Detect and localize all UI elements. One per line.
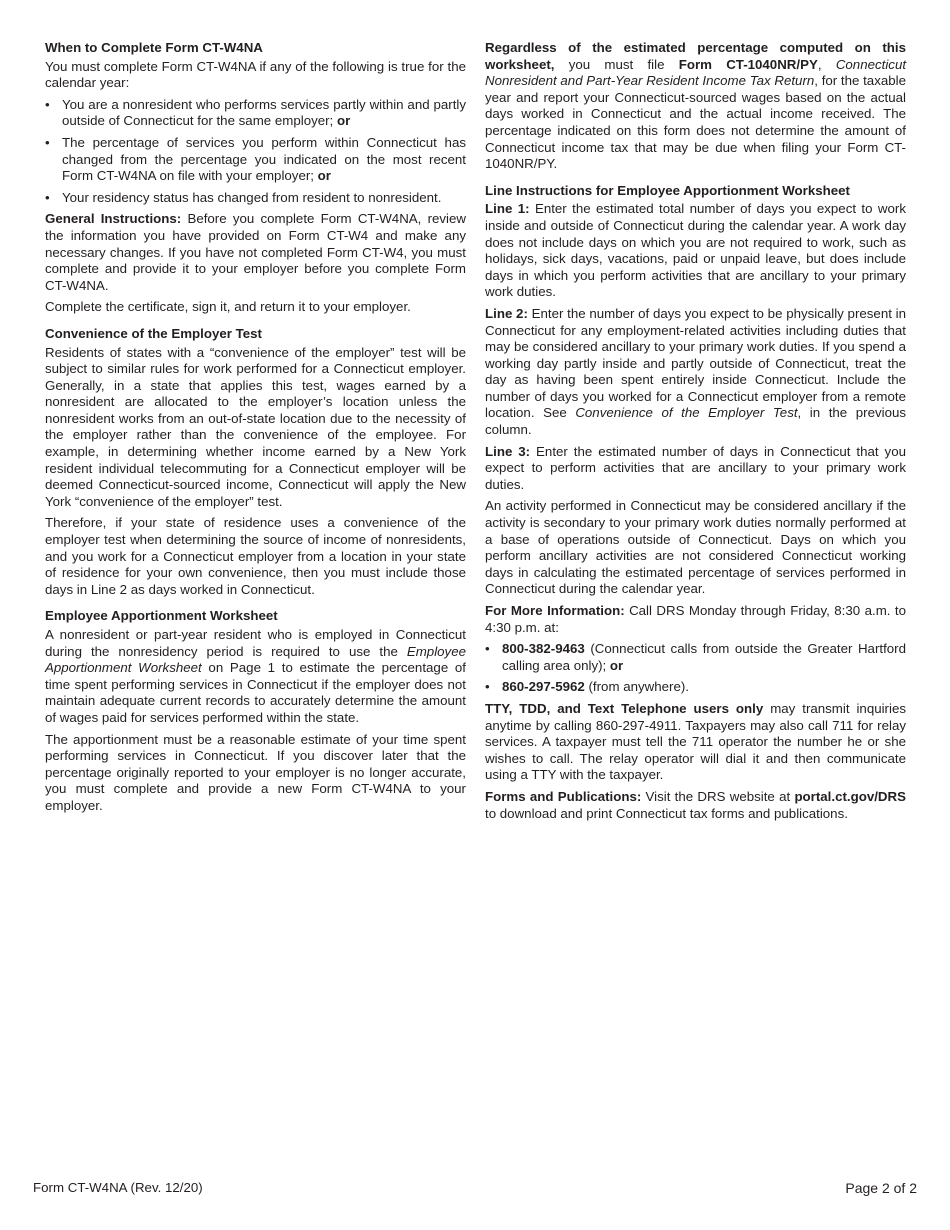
phone-number: 800-382-9463 [502, 641, 585, 657]
left-column [45, 40, 466, 820]
tty-paragraph: TTY, TDD, and Text Telephone users only may transmit inquiries anytime by calling 860-297-4911. Taxpayers may also call 711 for relay services. A taxpayer must tell the 711 operator the number he or she wishes to call. The relay operator will dial it and then communicate using a TTY with the taxpayer. [485, 700, 906, 783]
more-info-paragraph: For More Information: Call DRS Monday through Friday, 8:30 a.m. to 4:30 p.m. at: [485, 603, 906, 635]
when-intro: You must complete Form CT-W4NA if any of the following is true for the calendar year: [45, 58, 466, 91]
worksheet-paragraph-1: A nonresident or part-year resident who is employed in Connecticut during the nonresidency period is required to use the Employee Apportionment Worksheet on Page 1 to estimate the percentage of time spent performing services in Connecticut if the employer does not maintain adequate current records to accurately determine the amount of wages paid for services performed within the state. [45, 627, 466, 725]
when-list [45, 97, 466, 207]
line3-paragraph: Line 3: Enter the estimated number of days in Connecticut that you expect to perform activities that are ancillary to your primary work duties. [485, 443, 906, 492]
drs-website-link: portal.ct.gov/DRS [794, 788, 906, 804]
list-item: • The percentage of services you perform within Connecticut has changed from the percentage you indicated on the most recent Form CT-W4NA on file with your employer; or [45, 134, 466, 184]
line-instructions-heading: Line Instructions for Employee Apportionment Worksheet [485, 182, 850, 198]
phone-list [485, 641, 906, 696]
phone-number: 860-297-5962 [502, 679, 585, 695]
list-item: • 860-297-5962 (from anywhere). [485, 679, 689, 695]
convenience-heading: Convenience of the Employer Test [45, 325, 262, 341]
list-item: • You are a nonresident who performs services partly within and partly outside of Connecticut for the same employer; or [45, 96, 466, 129]
convenience-paragraph-1: Residents of states with a “convenience of the employer” test will be subject to similar rules for work performed for a Connecticut employer. Generally, in a state that applies this test, wages earned by a nonresident are allocated to the employer’s location unless the nonresident works from an out-of-state location due to the necessity of the employer rather than the convenience of the employee. For example, in determining whether income earned by a New York resident individual telecommuting for a Connecticut employer will be deemed Connecticut-sourced income, Connecticut will apply the New York “convenience of the employer” test. [45, 344, 466, 509]
worksheet-heading: Employee Apportionment Worksheet [45, 608, 278, 624]
when-to-complete-heading: When to Complete Form CT-W4NA [45, 40, 263, 55]
regardless-paragraph: Regardless of the estimated percentage computed on this worksheet, you must file Form CT-1040NR/PY, Connecticut Nonresident and Part-Year Resident Income Tax Return, for the taxable year and report your Connecticut-sourced wages based on the actual days worked in Connecticut and the actual income received. The percentage indicated on this form does not determine the amount of Connecticut income tax that may be due when filing your Form CT-1040NR/PY. [485, 40, 907, 172]
line1-paragraph: Line 1: Enter the estimated total number of days you expect to work inside and outside of Connecticut during the calendar year. A work day does not include days on which you are not required to work, such as holidays, sick days, vacations, paid or unpaid leave, but does include days in which you perform activities that are ancillary to your primary work duties. [485, 201, 906, 300]
convenience-paragraph-2: Therefore, if your state of residence uses a convenience of the employer test when determining the source of income of nonresidents, and you work for a Connecticut employer from a location in your state of residence for your own convenience, then you must include those days in Line 2 as days worked in Connecticut. [45, 515, 466, 597]
complete-certificate: Complete the certificate, sign it, and return it to your employer. [45, 299, 411, 315]
list-item: • 800-382-9463 (Connecticut calls from outside the Greater Hartford calling area only); or [485, 641, 906, 673]
worksheet-paragraph-2: The apportionment must be a reasonable estimate of your time spent performing services in Connecticut. If you discover later that the percentage originally reported to your employer is no longer accurate, you must complete and provide a new Form CT-W4NA to your employer. [45, 731, 466, 813]
line2-paragraph: Line 2: Enter the number of days you expect to be physically present in Connecticut for any employment-related activities including duties that may be considered ancillary to your primary work duties. If you spend a working day partly inside and partly outside of Connecticut, treat the day as having been spent entirely inside Connecticut. Include the number of days you worked for a Connecticut employer from a remote location. See Convenience of the Employer Test, in the previous column. [485, 305, 907, 438]
right-column [485, 40, 906, 827]
form-id-footer: Form CT-W4NA (Rev. 12/20) [33, 1180, 203, 1195]
ancillary-paragraph: An activity performed in Connecticut may be considered ancillary if the activity is secondary to your primary work duties normally performed at a base of operations outside of Connecticut. Days on which you perform ancillary activities are not considered Connecticut working days in calculating the estimated percentage of services performed in Connecticut during the calendar year. [485, 498, 906, 597]
general-instructions: General Instructions: Before you complete Form CT-W4NA, review the information you have provided on Form CT-W4 and make any necessary changes. If you have not completed Form CT-W4, you must complete and provide it to your employer before you complete Form CT-W4NA. [45, 211, 466, 293]
page-number: Page 2 of 2 [845, 1180, 917, 1196]
forms-paragraph: Forms and Publications: Visit the DRS website at portal.ct.gov/DRS to download and print Connecticut tax forms and publications. [485, 788, 906, 821]
list-item: • Your residency status has changed from resident to nonresident. [45, 189, 442, 205]
